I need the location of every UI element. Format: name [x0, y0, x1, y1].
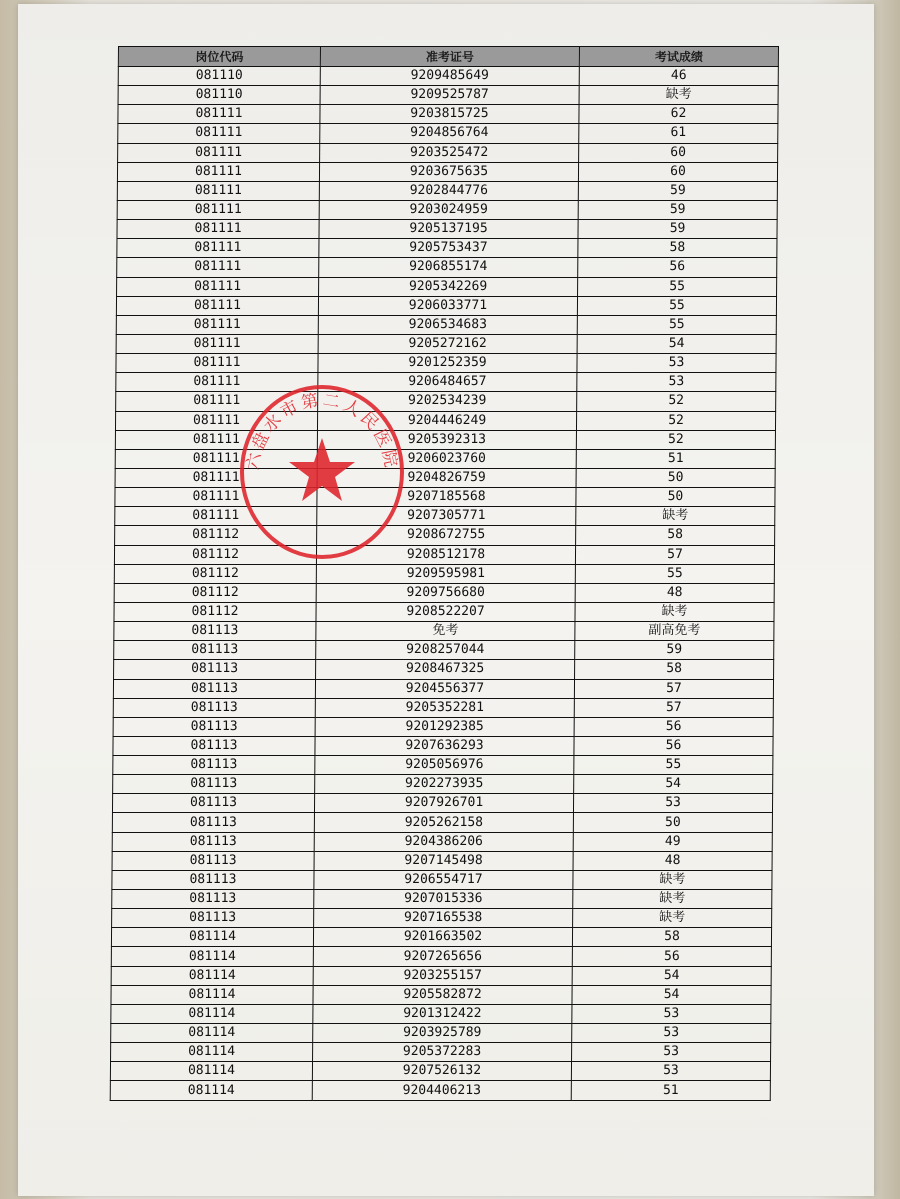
cell-position-code: 081113	[113, 736, 315, 755]
table-row	[117, 239, 777, 258]
cell-exam-score: 54	[572, 966, 771, 985]
cell-exam-score: 缺考	[573, 890, 772, 909]
cell-position-code: 081111	[117, 220, 319, 239]
cell-position-code: 081114	[111, 1043, 313, 1062]
cell-ticket-number: 9205753437	[319, 239, 578, 258]
cell-position-code: 081111	[116, 296, 318, 315]
cell-position-code: 081114	[111, 966, 313, 985]
cell-position-code: 081114	[110, 1081, 312, 1100]
cell-position-code: 081114	[110, 1062, 312, 1081]
table-row	[114, 583, 774, 602]
cell-exam-score: 58	[575, 660, 774, 679]
table-header	[118, 47, 778, 67]
cell-exam-score: 55	[575, 564, 774, 583]
table-row	[115, 488, 775, 507]
cell-exam-score: 缺考	[579, 86, 778, 105]
cell-ticket-number: 9209756680	[316, 583, 575, 602]
table-row	[116, 392, 776, 411]
cell-ticket-number: 9206484657	[318, 373, 577, 392]
cell-exam-score: 56	[574, 736, 773, 755]
cell-position-code: 081110	[118, 86, 320, 105]
cell-position-code: 081111	[116, 392, 318, 411]
cell-position-code: 081114	[111, 1024, 313, 1043]
table-row	[115, 411, 775, 430]
cell-exam-score: 53	[573, 794, 772, 813]
table-row	[110, 1062, 770, 1081]
table-row	[117, 181, 777, 200]
score-table	[110, 46, 779, 1101]
cell-ticket-number: 9205272162	[318, 334, 577, 353]
cell-exam-score: 缺考	[575, 602, 774, 621]
cell-ticket-number: 9205342269	[319, 277, 578, 296]
cell-ticket-number: 9203675635	[319, 162, 578, 181]
table-row	[116, 296, 776, 315]
cell-ticket-number: 9202534239	[318, 392, 577, 411]
cell-ticket-number: 9209595981	[316, 564, 575, 583]
cell-position-code: 081113	[112, 909, 314, 928]
cell-ticket-number: 9206033771	[318, 296, 577, 315]
table-row	[118, 86, 778, 105]
cell-exam-score: 50	[576, 488, 775, 507]
cell-position-code: 081111	[116, 354, 318, 373]
table-row	[116, 315, 776, 334]
cell-ticket-number: 9204826759	[317, 468, 576, 487]
cell-exam-score: 53	[572, 1043, 771, 1062]
table-row	[116, 334, 776, 353]
cell-ticket-number: 9201663502	[313, 928, 572, 947]
cell-ticket-number: 9204556377	[315, 679, 574, 698]
cell-position-code: 081111	[115, 468, 317, 487]
cell-exam-score: 缺考	[573, 909, 772, 928]
cell-exam-score: 53	[577, 354, 776, 373]
table-row	[115, 449, 775, 468]
cell-exam-score: 57	[575, 545, 774, 564]
table-row	[112, 813, 772, 832]
cell-ticket-number: 9208672755	[317, 526, 576, 545]
table-row	[118, 105, 778, 124]
cell-position-code: 081111	[115, 488, 317, 507]
cell-position-code: 081114	[111, 985, 313, 1004]
table-row	[118, 143, 778, 162]
cell-ticket-number: 9207185568	[317, 488, 576, 507]
table-row	[113, 775, 773, 794]
cell-position-code: 081113	[113, 756, 315, 775]
table-row	[116, 373, 776, 392]
table-body	[110, 67, 778, 1101]
cell-ticket-number: 9207526132	[312, 1062, 571, 1081]
cell-ticket-number: 9205137195	[319, 220, 578, 239]
cell-ticket-number: 9204406213	[312, 1081, 571, 1100]
table-row	[113, 698, 773, 717]
cell-exam-score: 56	[574, 717, 773, 736]
cell-position-code: 081111	[117, 181, 319, 200]
cell-ticket-number: 9205392313	[317, 430, 576, 449]
header-row	[118, 47, 778, 67]
cell-position-code: 081113	[114, 660, 316, 679]
cell-exam-score: 副高免考	[575, 622, 774, 641]
cell-exam-score: 52	[576, 411, 775, 430]
table-row	[111, 947, 771, 966]
table-row	[116, 354, 776, 373]
cell-exam-score: 62	[579, 105, 778, 124]
cell-ticket-number: 9205372283	[313, 1043, 572, 1062]
table-row	[117, 258, 777, 277]
cell-position-code: 081113	[114, 641, 316, 660]
cell-exam-score: 54	[572, 985, 771, 1004]
table-row	[111, 1004, 771, 1023]
table-row	[117, 162, 777, 181]
cell-ticket-number: 9203925789	[313, 1024, 572, 1043]
cell-exam-score: 51	[576, 449, 775, 468]
cell-exam-score: 53	[577, 373, 776, 392]
cell-position-code: 081110	[118, 67, 320, 86]
table-row	[113, 717, 773, 736]
cell-ticket-number: 9204446249	[317, 411, 576, 430]
cell-position-code: 081112	[114, 602, 316, 621]
table-row	[118, 67, 778, 86]
cell-ticket-number: 9207265656	[313, 947, 572, 966]
cell-ticket-number: 9207145498	[314, 851, 573, 870]
cell-ticket-number: 9201292385	[315, 717, 574, 736]
cell-ticket-number: 9205262158	[314, 813, 573, 832]
cell-exam-score: 缺考	[573, 870, 772, 889]
table-row	[115, 468, 775, 487]
cell-position-code: 081113	[113, 717, 315, 736]
cell-exam-score: 50	[576, 468, 775, 487]
cell-position-code: 081111	[117, 277, 319, 296]
table-row	[117, 200, 777, 219]
table-row	[115, 430, 775, 449]
table-row	[117, 277, 777, 296]
table-row	[112, 909, 772, 928]
cell-ticket-number: 9208522207	[316, 602, 575, 621]
cell-exam-score: 55	[577, 315, 776, 334]
cell-ticket-number: 9209485649	[320, 67, 579, 86]
cell-exam-score: 59	[575, 641, 774, 660]
cell-position-code: 081111	[117, 258, 319, 277]
cell-position-code: 081111	[118, 105, 320, 124]
cell-position-code: 081111	[118, 143, 320, 162]
header-ticket-number: 准考证号	[320, 47, 579, 67]
cell-ticket-number: 9207015336	[314, 890, 573, 909]
cell-ticket-number: 9205582872	[313, 985, 572, 1004]
cell-exam-score: 48	[575, 583, 774, 602]
table-row	[114, 564, 774, 583]
cell-ticket-number: 9207165538	[314, 909, 573, 928]
cell-exam-score: 56	[578, 258, 777, 277]
cell-ticket-number: 9206534683	[318, 315, 577, 334]
cell-exam-score: 55	[578, 277, 777, 296]
table-row	[115, 507, 775, 526]
cell-ticket-number: 9203815725	[320, 105, 579, 124]
cell-exam-score: 60	[579, 143, 778, 162]
table-row	[112, 870, 772, 889]
table-row	[118, 124, 778, 143]
cell-position-code: 081113	[112, 813, 314, 832]
cell-exam-score: 52	[576, 430, 775, 449]
cell-position-code: 081111	[115, 507, 317, 526]
table-row	[112, 851, 772, 870]
cell-ticket-number: 9209525787	[320, 86, 579, 105]
cell-ticket-number: 9208512178	[316, 545, 575, 564]
cell-position-code: 081111	[116, 373, 318, 392]
table-row	[117, 220, 777, 239]
cell-ticket-number: 9203255157	[313, 966, 572, 985]
table-row	[114, 660, 774, 679]
cell-exam-score: 58	[576, 526, 775, 545]
cell-ticket-number: 9205056976	[315, 756, 574, 775]
seal-text: 六盘水市第二人民医院	[242, 390, 402, 472]
cell-position-code: 081111	[115, 449, 317, 468]
cell-exam-score: 50	[573, 813, 772, 832]
cell-position-code: 081113	[112, 794, 314, 813]
cell-ticket-number: 9206855174	[319, 258, 578, 277]
cell-ticket-number: 9203525472	[320, 143, 579, 162]
cell-position-code: 081111	[116, 315, 318, 334]
cell-position-code: 081113	[113, 775, 315, 794]
cell-ticket-number: 9207926701	[314, 794, 573, 813]
cell-ticket-number: 9202844776	[319, 181, 578, 200]
cell-exam-score: 49	[573, 832, 772, 851]
table-row	[110, 1081, 770, 1100]
cell-position-code: 081111	[115, 430, 317, 449]
cell-exam-score: 48	[573, 851, 772, 870]
table-row	[112, 794, 772, 813]
cell-exam-score: 51	[571, 1081, 770, 1100]
cell-position-code: 081111	[118, 124, 320, 143]
cell-exam-score: 57	[574, 698, 773, 717]
cell-position-code: 081112	[115, 526, 317, 545]
cell-position-code: 081111	[117, 162, 319, 181]
cell-position-code: 081114	[111, 947, 313, 966]
cell-position-code: 081113	[112, 870, 314, 889]
cell-exam-score: 60	[578, 162, 777, 181]
cell-exam-score: 58	[578, 239, 777, 258]
cell-position-code: 081113	[112, 832, 314, 851]
cell-position-code: 081111	[117, 239, 319, 258]
cell-exam-score: 缺考	[576, 507, 775, 526]
cell-ticket-number: 9203024959	[319, 200, 578, 219]
cell-exam-score: 55	[577, 296, 776, 315]
cell-ticket-number: 免考	[316, 622, 575, 641]
cell-ticket-number: 9208257044	[316, 641, 575, 660]
cell-ticket-number: 9204856764	[320, 124, 579, 143]
cell-exam-score: 54	[574, 775, 773, 794]
cell-exam-score: 57	[574, 679, 773, 698]
table-row	[112, 890, 772, 909]
cell-position-code: 081114	[111, 1004, 313, 1023]
table-row	[111, 966, 771, 985]
table-row	[111, 1043, 771, 1062]
table-row	[114, 622, 774, 641]
cell-position-code: 081112	[114, 583, 316, 602]
table-row	[114, 545, 774, 564]
cell-exam-score: 55	[574, 756, 773, 775]
header-position-code: 岗位代码	[118, 47, 320, 67]
cell-position-code: 081113	[112, 890, 314, 909]
cell-exam-score: 53	[572, 1024, 771, 1043]
cell-ticket-number: 9204386206	[314, 832, 573, 851]
header-exam-score: 考试成绩	[579, 47, 778, 67]
table-row	[111, 1024, 771, 1043]
cell-ticket-number: 9206554717	[314, 870, 573, 889]
cell-ticket-number: 9201312422	[313, 1004, 572, 1023]
cell-exam-score: 52	[577, 392, 776, 411]
cell-position-code: 081113	[114, 622, 316, 641]
cell-position-code: 081112	[114, 564, 316, 583]
cell-ticket-number: 9207305771	[317, 507, 576, 526]
cell-exam-score: 53	[572, 1004, 771, 1023]
cell-ticket-number: 9202273935	[315, 775, 574, 794]
table-row	[115, 526, 775, 545]
cell-ticket-number: 9205352281	[315, 698, 574, 717]
cell-position-code: 081113	[112, 851, 314, 870]
cell-ticket-number: 9201252359	[318, 354, 577, 373]
cell-ticket-number: 9206023760	[317, 449, 576, 468]
cell-exam-score: 59	[578, 200, 777, 219]
cell-position-code: 081113	[113, 679, 315, 698]
cell-position-code: 081111	[116, 334, 318, 353]
table-row	[113, 736, 773, 755]
cell-exam-score: 54	[577, 334, 776, 353]
cell-position-code: 081113	[113, 698, 315, 717]
cell-position-code: 081114	[111, 928, 313, 947]
cell-position-code: 081111	[117, 200, 319, 219]
table-row	[112, 832, 772, 851]
cell-exam-score: 59	[578, 181, 777, 200]
cell-ticket-number: 9208467325	[316, 660, 575, 679]
cell-exam-score: 46	[579, 67, 778, 86]
cell-exam-score: 58	[572, 928, 771, 947]
table-row	[114, 602, 774, 621]
table-row	[114, 641, 774, 660]
cell-ticket-number: 9207636293	[315, 736, 574, 755]
table-row	[111, 985, 771, 1004]
cell-exam-score: 59	[578, 220, 777, 239]
table-row	[113, 756, 773, 775]
cell-position-code: 081111	[115, 411, 317, 430]
table-row	[111, 928, 771, 947]
cell-exam-score: 56	[572, 947, 771, 966]
cell-exam-score: 61	[579, 124, 778, 143]
table-row	[113, 679, 773, 698]
cell-position-code: 081112	[114, 545, 316, 564]
cell-exam-score: 53	[571, 1062, 770, 1081]
